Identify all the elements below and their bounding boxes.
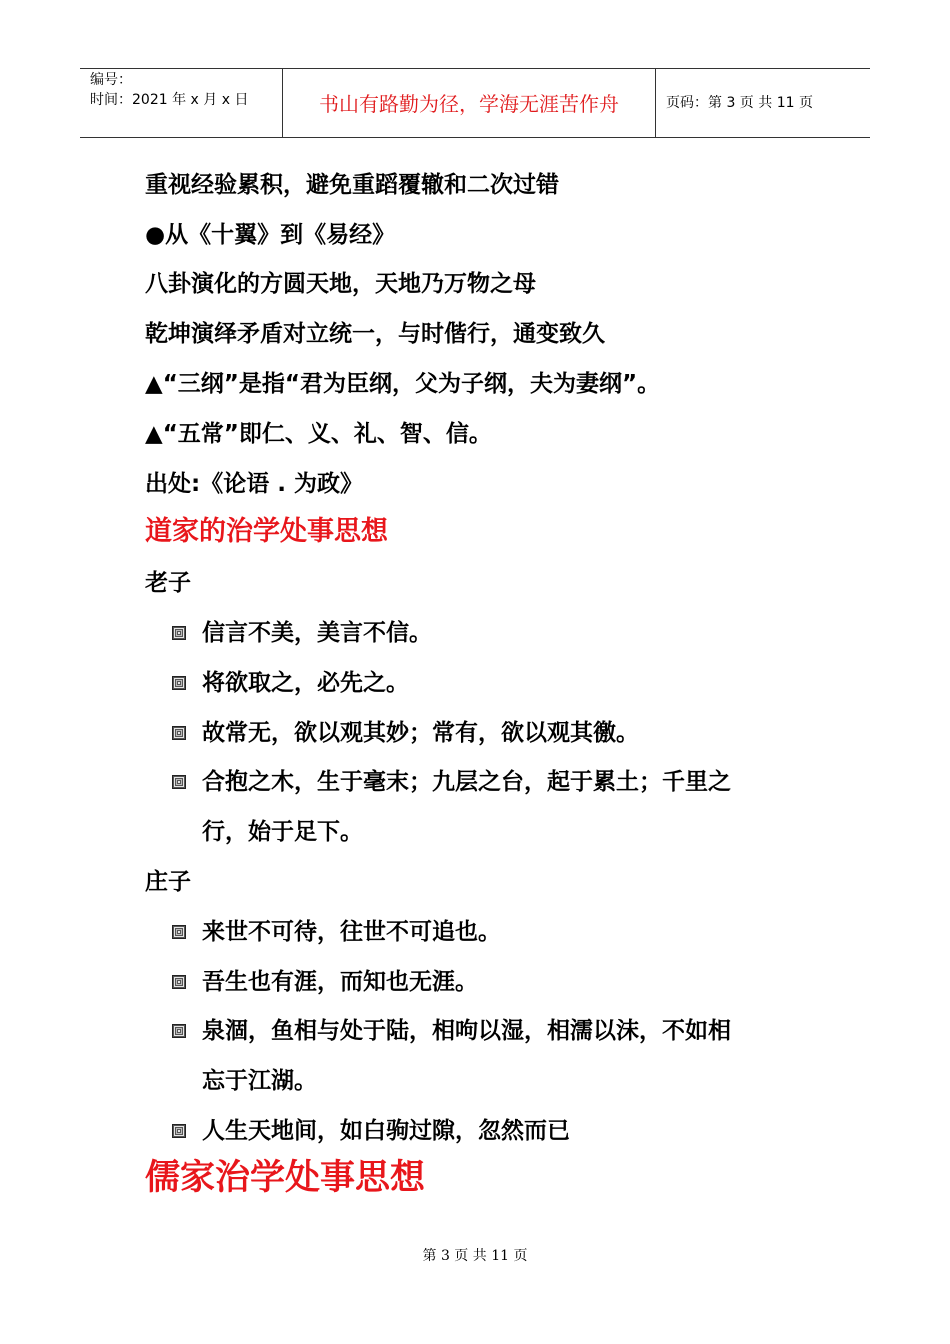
laozi-quote-2: 将欲取之，必先之。 [202, 670, 409, 696]
laozi-quote-1: 信言不美，美言不信。 [202, 620, 432, 646]
header-motto-cell [283, 69, 656, 137]
square-spiral-bullet-icon [172, 1124, 186, 1138]
page-header [80, 68, 870, 138]
square-spiral-bullet-icon [172, 1024, 186, 1038]
square-spiral-bullet-icon [172, 925, 186, 939]
zhuangzi-quote-1: 来世不可待，往世不可追也。 [202, 919, 501, 945]
zhuangzi-quote-2: 吾生也有涯，而知也无涯。 [202, 969, 478, 995]
laozi-heading: 老子 [145, 570, 191, 596]
body-line-7: 出处:《论语 . 为政》 [145, 471, 363, 497]
laozi-quote-3: 故常无，欲以观其妙；常有，欲以观其徼。 [202, 720, 639, 746]
header-page-cell [656, 69, 870, 137]
daoist-heading: 道家的治学处事思想 [145, 516, 388, 547]
document-number-label: 编号： [90, 72, 132, 88]
body-line-5: ▲“三纲”是指“君为臣纲，父为子纲，夫为妻纲”。 [145, 371, 661, 397]
square-spiral-bullet-icon [172, 775, 186, 789]
body-line-4: 乾坤演绎矛盾对立统一，与时偕行，通变致久 [145, 321, 605, 347]
zhuangzi-quote-4: 人生天地间，如白驹过隙，忽然而已 [202, 1118, 570, 1144]
page-footer: 第 3 页 共 11 页 [422, 1248, 528, 1264]
body-line-3: 八卦演化的方圆天地，天地乃万物之母 [145, 271, 536, 297]
zhuangzi-quote-3-continued: 忘于江湖。 [202, 1068, 317, 1094]
zhuangzi-heading: 庄子 [145, 869, 191, 895]
confucian-heading: 儒家治学处事思想 [145, 1158, 426, 1198]
body-line-6: ▲“五常”即仁、义、礼、智、信。 [145, 421, 492, 447]
body-line-1: 重视经验累积，避免重蹈覆辙和二次过错 [145, 172, 559, 198]
square-spiral-bullet-icon [172, 626, 186, 640]
laozi-quote-4-continued: 行，始于足下。 [202, 819, 363, 845]
header-page-info: 页码：第 3 页 共 11 页 [666, 95, 813, 111]
header-motto: 书山有路勤为径，学海无涯苦作舟 [319, 92, 619, 116]
header-meta-cell [80, 69, 283, 137]
zhuangzi-quote-3: 泉涸，鱼相与处于陆，相呴以湿，相濡以沫，不如相 [202, 1018, 731, 1044]
body-line-2: ●从《十翼》到《易经》 [145, 222, 396, 248]
laozi-quote-4: 合抱之木，生于毫末；九层之台，起于累土；千里之 [202, 769, 731, 795]
square-spiral-bullet-icon [172, 726, 186, 740]
square-spiral-bullet-icon [172, 676, 186, 690]
document-date-label: 时间：2021 年 x 月 x 日 [90, 92, 249, 108]
square-spiral-bullet-icon [172, 975, 186, 989]
